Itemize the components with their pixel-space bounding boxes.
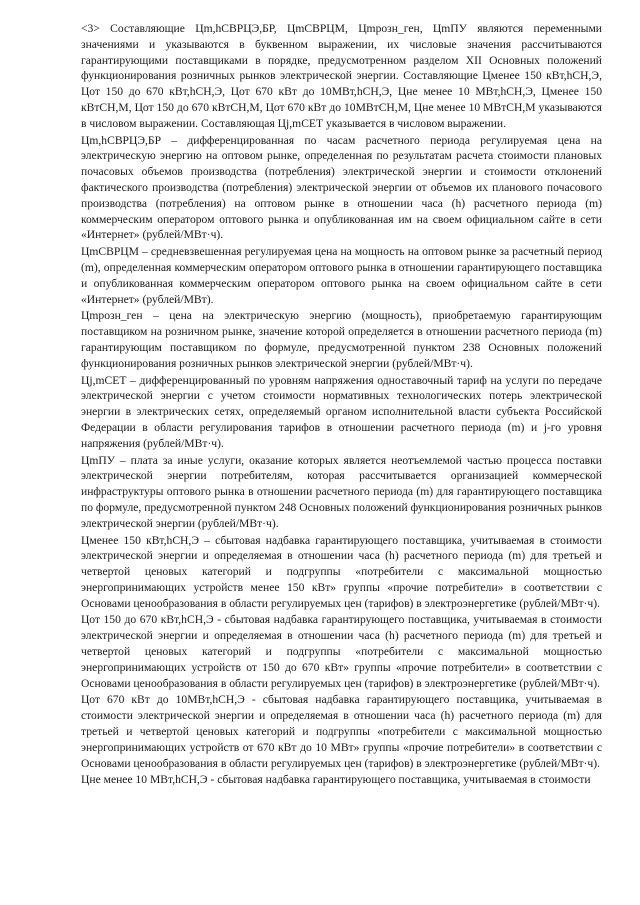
definition-pu-fee: ЦmПУ – плата за иные услуги, оказание которых является неотъемлемой частью процесса поставки электрической энергии потребителям, которая рассчитывается организацией коммерческой инфраструктуры оптового рынка в отношении расчетного периода (m) для гарантирующего поставщика по формуле, предусмотренной пунктом 248 Основных положений функционирования розничных рынков электрической энергии (рублей/МВт·ч). (81, 453, 602, 530)
definition-markup-less-150kw: Цменее 150 кВт,hСН,Э – сбытовая надбавка гарантирующего поставщика, учитываемая в стоимости электрической энергии и определяемая в отношении часа (h) расчетного периода (m) для третьей и четвертой ценовых категорий и подгруппы «потребители с максимальной мощностью энергопринимающих устройств менее 150 кВт» группы «прочие потребители» в соответствии с Основами ценообразования в области регулируемых цен (тарифов) в электроэнергетике (рублей/МВт·ч). (81, 533, 602, 610)
definition-markup-670kw-10mw: Цот 670 кВт до 10МВт,hСН,Э - сбытовая надбавка гарантирующего поставщика, учитываемая в стоимости электрической энергии и определяемая в отношении часа (h) расчетного периода (m) для третьей и четвертой ценовых категорий и подгруппы «потребители с максимальной мощностью энергопринимающих устройств от 670 кВт до 10 МВт» группы «прочие потребители» в соответствии с Основами ценообразования в области регулируемых цен (тарифов) в электроэнергетике (рублей/МВт·ч). (81, 693, 602, 770)
definition-svrcm: ЦmСВРЦМ – средневзвешенная регулируемая цена на мощность на оптовом рынке за расчетный период (m), определенная коммерческим оператором оптового рынка в отношении гарантирующего поставщика и опубликованная коммерческим оператором оптового рынка на своем официальном сайте в сети «Интернет» (рублей/МВт). (81, 245, 602, 306)
definition-markup-150-670kw: Цот 150 до 670 кВт,hСН,Э - сбытовая надбавка гарантирующего поставщика, учитываемая в стоимости электрической энергии и определяемая в отношении часа (h) расчетного периода (m) для третьей и четвертой ценовых категорий и подгруппы «потребители с максимальной мощностью энергопринимающих устройств от 150 до 670 кВт» группы «прочие потребители» в соответствии с Основами ценообразования в области регулируемых цен (тарифов) в электроэнергетике (рублей/МВт·ч). (81, 613, 602, 690)
definition-markup-10mw-plus: Цне менее 10 МВт,hСН,Э - сбытовая надбавка гарантирующего поставщика, учитываемая в стоимости (81, 773, 591, 787)
definition-set-tariff: Цj,mСЕТ – дифференцированный по уровням напряжения одноставочный тариф на услуги по передаче электрической энергии с учетом стоимости нормативных технологических потерь электрической энергии в электрических сетях, определяемый органом исполнительной власти субъекта Российской Федерации в области регулирования тарифов в отношении расчетного периода (m) и j-го уровня напряжения (рублей/МВт·ч). (81, 373, 602, 450)
definition-rozn-gen: Цmрозн_ген – цена на электрическую энергию (мощность), приобретаемую гарантирующим поставщиком на розничном рынке, значение которой определяется в отношении расчетного периода (m) гарантирующим поставщиком по формуле, предусмотренной пунктом 238 Основных положений функционирования розничных рынков электрической энергии (рублей/МВт·ч). (81, 309, 602, 370)
footnote-3-paragraph: <3> Составляющие Цm,hСВРЦЭ,БР, ЦmСВРЦМ, Цmрозн_ген, ЦmПУ являются переменными значениями и указываются в буквенном выражении, их числовые значения рассчитываются гарантирующими поставщиками в порядке, предусмотренном разделом XII Основных положений функционирования розничных рынков электрической энергии. Составляющие Цменее 150 кВт,hСН,Э, Цот 150 до 670 кВт,hСН,Э, Цот 670 кВт до 10МВт,hСН,Э, Цне менее 10 МВт,hСН,Э, Цменее 150 кВтСН,М, Цот 150 до 670 кВтСН,М, Цот 670 кВт до 10МВтСН,М, Цне менее 10 МВтСН,М указываются в числовом выражении. Составляющая Цj,mСЕТ указывается в числовом выражении. (81, 22, 602, 130)
definition-svrce-br: Цm,hСВРЦЭ,БР – дифференцированная по часам расчетного периода регулируемая цена на электрическую энергию на оптовом рынке, определенная по результатам расчета стоимости плановых почасовых объемов производства (потребления) электрической энергии и стоимости отклонений фактического производства (потребления) электрической энергии от объемов их планового почасового производства (потребления) на оптовом рынке в отношении часа (h) расчетного периода (m) коммерческим оператором оптового рынка и опубликованная им на своем официальном сайте в сети «Интернет» (рублей/МВт·ч). (81, 133, 602, 242)
